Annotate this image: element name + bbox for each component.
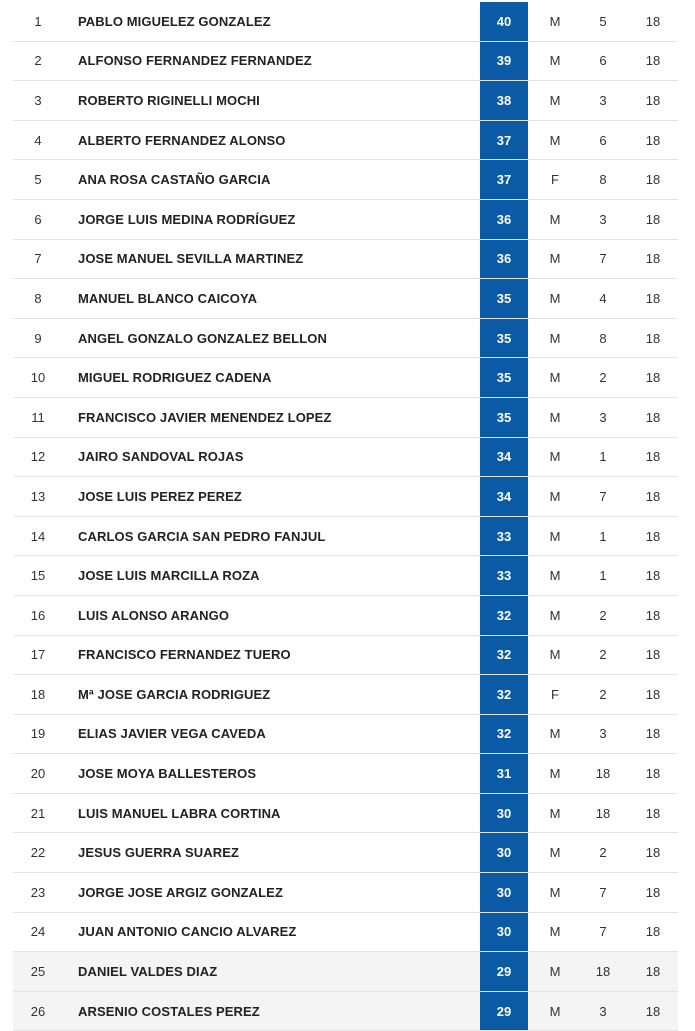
position-cell: 13 — [30, 488, 46, 504]
table-row — [13, 121, 678, 161]
score-badge: 35 — [480, 279, 528, 318]
stat-cell: 18 — [595, 964, 611, 980]
table-row — [13, 240, 678, 280]
player-name-cell: JUAN ANTONIO CANCIO ALVAREZ — [78, 924, 297, 940]
table-row — [13, 319, 678, 359]
score-badge: 30 — [480, 873, 528, 912]
gender-cell: M — [549, 330, 561, 346]
stat-cell: 7 — [599, 251, 607, 267]
position-cell: 17 — [30, 647, 46, 663]
player-name-cell: JAIRO SANDOVAL ROJAS — [78, 449, 244, 465]
stat-cell: 6 — [599, 132, 607, 148]
gender-cell: M — [549, 1003, 561, 1019]
table-row — [13, 794, 678, 834]
stat-cell: 2 — [599, 370, 607, 386]
player-name-cell: Mª JOSE GARCIA RODRIGUEZ — [78, 686, 271, 702]
score-badge: 31 — [480, 754, 528, 793]
stat-cell-total: 18 — [645, 92, 661, 108]
player-name-cell: MIGUEL RODRIGUEZ CADENA — [78, 370, 272, 386]
score-badge: 36 — [480, 200, 528, 239]
player-name-cell: JOSE LUIS MARCILLA ROZA — [78, 568, 260, 584]
stat-cell-total: 18 — [645, 409, 661, 425]
player-name-cell: MANUEL BLANCO CAICOYA — [78, 290, 258, 306]
position-cell: 18 — [30, 686, 46, 702]
gender-cell: F — [551, 172, 559, 188]
table-row — [13, 398, 678, 438]
player-name-cell: CARLOS GARCIA SAN PEDRO FANJUL — [78, 528, 326, 544]
score-badge: 39 — [480, 42, 528, 81]
stat-cell-total: 18 — [645, 53, 661, 69]
stat-cell-total: 18 — [645, 449, 661, 465]
table-row — [13, 2, 678, 42]
stat-cell: 4 — [599, 290, 607, 306]
player-name-cell: LUIS MANUEL LABRA CORTINA — [78, 805, 281, 821]
gender-cell: M — [549, 568, 561, 584]
stat-cell-total: 18 — [645, 488, 661, 504]
player-name-cell: JORGE JOSE ARGIZ GONZALEZ — [78, 884, 283, 900]
stat-cell: 18 — [595, 805, 611, 821]
gender-cell: M — [549, 409, 561, 425]
gender-cell: M — [549, 449, 561, 465]
stat-cell-total: 18 — [645, 845, 661, 861]
stat-cell: 3 — [599, 409, 607, 425]
stat-cell: 8 — [599, 330, 607, 346]
player-name-cell: ANGEL GONZALO GONZALEZ BELLON — [78, 330, 327, 346]
stat-cell-total: 18 — [645, 290, 661, 306]
table-row — [13, 913, 678, 953]
player-name-cell: LUIS ALONSO ARANGO — [78, 607, 230, 623]
table-row — [13, 81, 678, 121]
position-cell: 21 — [30, 805, 46, 821]
gender-cell: M — [549, 370, 561, 386]
table-row — [13, 358, 678, 398]
table-row — [13, 833, 678, 873]
score-badge: 40 — [480, 2, 528, 41]
stat-cell: 7 — [599, 488, 607, 504]
stat-cell: 2 — [599, 647, 607, 663]
score-badge: 32 — [480, 675, 528, 714]
position-cell: 6 — [34, 211, 42, 227]
score-badge: 29 — [480, 952, 528, 991]
ranking-table — [13, 2, 678, 1031]
gender-cell: M — [549, 251, 561, 267]
stat-cell-total: 18 — [645, 370, 661, 386]
gender-cell: F — [551, 686, 559, 702]
score-badge: 35 — [480, 319, 528, 358]
stat-cell: 3 — [599, 726, 607, 742]
table-row — [13, 160, 678, 200]
stat-cell: 1 — [599, 449, 607, 465]
stat-cell-total: 18 — [645, 13, 661, 29]
score-badge: 33 — [480, 517, 528, 556]
stat-cell: 18 — [595, 766, 611, 782]
position-cell: 10 — [30, 370, 46, 386]
stat-cell: 6 — [599, 53, 607, 69]
gender-cell: M — [549, 766, 561, 782]
gender-cell: M — [549, 964, 561, 980]
score-badge: 35 — [480, 358, 528, 397]
player-name-cell: ARSENIO COSTALES PEREZ — [78, 1003, 260, 1019]
stat-cell-total: 18 — [645, 211, 661, 227]
position-cell: 23 — [30, 884, 46, 900]
stat-cell-total: 18 — [645, 805, 661, 821]
gender-cell: M — [549, 647, 561, 663]
score-badge: 32 — [480, 715, 528, 754]
stat-cell-total: 18 — [645, 884, 661, 900]
stat-cell-total: 18 — [645, 924, 661, 940]
table-row — [13, 675, 678, 715]
gender-cell: M — [549, 92, 561, 108]
gender-cell: M — [549, 132, 561, 148]
score-badge: 34 — [480, 438, 528, 477]
table-row — [13, 517, 678, 557]
gender-cell: M — [549, 805, 561, 821]
table-row — [13, 715, 678, 755]
player-name-cell: FRANCISCO FERNANDEZ TUERO — [78, 647, 291, 663]
gender-cell: M — [549, 884, 561, 900]
stat-cell-total: 18 — [645, 568, 661, 584]
table-row — [13, 477, 678, 517]
score-badge: 34 — [480, 477, 528, 516]
gender-cell: M — [549, 211, 561, 227]
player-name-cell: JOSE LUIS PEREZ PEREZ — [78, 488, 242, 504]
score-badge: 30 — [480, 833, 528, 872]
position-cell: 7 — [34, 251, 42, 267]
score-badge: 30 — [480, 794, 528, 833]
gender-cell: M — [549, 528, 561, 544]
position-cell: 9 — [34, 330, 42, 346]
player-name-cell: ALFONSO FERNANDEZ FERNANDEZ — [78, 53, 312, 69]
stat-cell-total: 18 — [645, 330, 661, 346]
score-badge: 33 — [480, 556, 528, 595]
position-cell: 20 — [30, 766, 46, 782]
gender-cell: M — [549, 845, 561, 861]
stat-cell-total: 18 — [645, 766, 661, 782]
stat-cell-total: 18 — [645, 686, 661, 702]
score-badge: 38 — [480, 81, 528, 120]
gender-cell: M — [549, 13, 561, 29]
player-name-cell: ROBERTO RIGINELLI MOCHI — [78, 92, 260, 108]
position-cell: 22 — [30, 845, 46, 861]
stat-cell: 7 — [599, 884, 607, 900]
score-badge: 36 — [480, 240, 528, 279]
gender-cell: M — [549, 726, 561, 742]
stat-cell-total: 18 — [645, 251, 661, 267]
position-cell: 4 — [34, 132, 42, 148]
player-name-cell: PABLO MIGUELEZ GONZALEZ — [78, 13, 271, 29]
player-name-cell: JOSE MANUEL SEVILLA MARTINEZ — [78, 251, 304, 267]
table-row — [13, 279, 678, 319]
player-name-cell: JOSE MOYA BALLESTEROS — [78, 766, 257, 782]
position-cell: 24 — [30, 924, 46, 940]
table-row — [13, 952, 678, 992]
score-badge: 32 — [480, 636, 528, 675]
table-row — [13, 596, 678, 636]
gender-cell: M — [549, 290, 561, 306]
score-badge: 37 — [480, 121, 528, 160]
position-cell: 14 — [30, 528, 46, 544]
player-name-cell: ALBERTO FERNANDEZ ALONSO — [78, 132, 286, 148]
table-row — [13, 873, 678, 913]
player-name-cell: JORGE LUIS MEDINA RODRÍGUEZ — [78, 211, 296, 227]
player-name-cell: JESUS GUERRA SUAREZ — [78, 845, 240, 861]
stat-cell-total: 18 — [645, 528, 661, 544]
stat-cell: 3 — [599, 92, 607, 108]
gender-cell: M — [549, 607, 561, 623]
score-badge: 35 — [480, 398, 528, 437]
stat-cell: 2 — [599, 845, 607, 861]
player-name-cell: ANA ROSA CASTAÑO GARCIA — [78, 172, 271, 188]
stat-cell-total: 18 — [645, 726, 661, 742]
stat-cell: 3 — [599, 211, 607, 227]
position-cell: 5 — [34, 172, 42, 188]
stat-cell-total: 18 — [645, 607, 661, 623]
player-name-cell: ELIAS JAVIER VEGA CAVEDA — [78, 726, 266, 742]
position-cell: 16 — [30, 607, 46, 623]
score-badge: 29 — [480, 992, 528, 1031]
stat-cell: 1 — [599, 528, 607, 544]
position-cell: 25 — [30, 964, 46, 980]
position-cell: 8 — [34, 290, 42, 306]
score-badge: 32 — [480, 596, 528, 635]
stat-cell-total: 18 — [645, 172, 661, 188]
stat-cell: 2 — [599, 686, 607, 702]
table-row — [13, 42, 678, 82]
position-cell: 19 — [30, 726, 46, 742]
table-row — [13, 992, 678, 1031]
position-cell: 2 — [34, 53, 42, 69]
position-cell: 1 — [34, 13, 42, 29]
position-cell: 26 — [30, 1003, 46, 1019]
stat-cell-total: 18 — [645, 132, 661, 148]
position-cell: 3 — [34, 92, 42, 108]
table-row — [13, 636, 678, 676]
table-row — [13, 200, 678, 240]
gender-cell: M — [549, 53, 561, 69]
stat-cell: 2 — [599, 607, 607, 623]
stat-cell: 8 — [599, 172, 607, 188]
position-cell: 11 — [31, 409, 45, 425]
stat-cell-total: 18 — [645, 1003, 661, 1019]
gender-cell: M — [549, 488, 561, 504]
score-badge: 30 — [480, 913, 528, 952]
stat-cell: 5 — [599, 13, 607, 29]
stat-cell: 1 — [599, 568, 607, 584]
position-cell: 12 — [30, 449, 46, 465]
score-badge: 37 — [480, 160, 528, 199]
stat-cell: 3 — [599, 1003, 607, 1019]
gender-cell: M — [549, 924, 561, 940]
player-name-cell: FRANCISCO JAVIER MENENDEZ LOPEZ — [78, 409, 332, 425]
table-row — [13, 556, 678, 596]
table-row — [13, 754, 678, 794]
player-name-cell: DANIEL VALDES DIAZ — [78, 964, 218, 980]
table-row — [13, 438, 678, 478]
position-cell: 15 — [30, 568, 46, 584]
stat-cell: 7 — [599, 924, 607, 940]
stat-cell-total: 18 — [645, 964, 661, 980]
stat-cell-total: 18 — [645, 647, 661, 663]
